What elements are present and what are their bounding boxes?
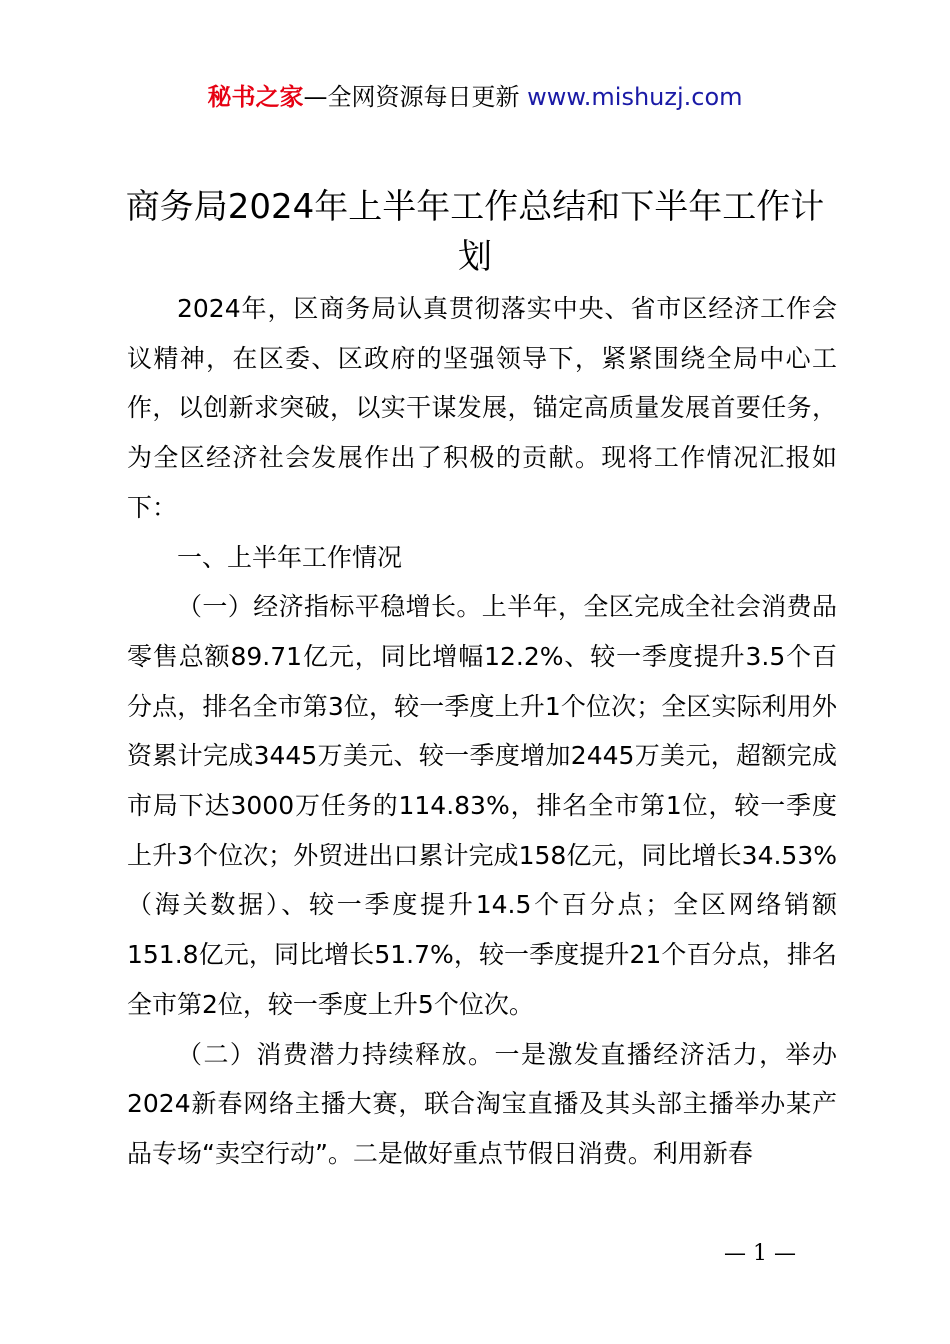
document-body [127, 284, 837, 1179]
paragraph-economic-indicators: （一）经济指标平稳增长。上半年，全区完成全社会消费品零售总额89.71亿元，同比增幅12.2%、较一季度提升3.5个百分点，排名全市第3位，较一季度上升1个位次；全区实际利用外资累计完成3445万美元、较一季度增加2445万美元，超额完成市局下达3000万任务的114.83%，排名全市第1位，较一季度上升3个位次；外贸进出口累计完成158亿元，同比增长34.53%（海关数据）、较一季度提升14.5个百分点；全区网络销额151.8亿元，同比增长51.7%，较一季度提升21个百分点，排名全市第2位，较一季度上升5个位次。 [127, 592, 837, 1019]
section-heading: 一、上半年工作情况 [177, 542, 403, 572]
page-number: — 1 — [724, 1241, 796, 1266]
brand-name: 秘书之家 [207, 83, 304, 111]
header-tagline: —全网资源每日更新 [303, 83, 520, 111]
watermark-header [0, 80, 950, 114]
paragraph-consumption: （二）消费潜力持续释放。一是激发直播经济活力，举办2024新春网络主播大赛，联合淘宝直播及其头部主播举办某产品专场“卖空行动”。二是做好重点节假日消费。利用新春 [127, 1039, 837, 1168]
document-title: 商务局2024年上半年工作总结和下半年工作计划 [125, 187, 825, 277]
intro-paragraph: 2024年，区商务局认真贯彻落实中央、省市区经济工作会议精神，在区委、区政府的坚强领导下，紧紧围绕全局中心工作，以创新求突破，以实干谋发展，锚定高质量发展首要任务，为全区经济社会发展作出了积极的贡献。现将工作情况汇报如下： [127, 294, 837, 522]
header-url[interactable]: www.mishuzj.com [527, 83, 743, 111]
